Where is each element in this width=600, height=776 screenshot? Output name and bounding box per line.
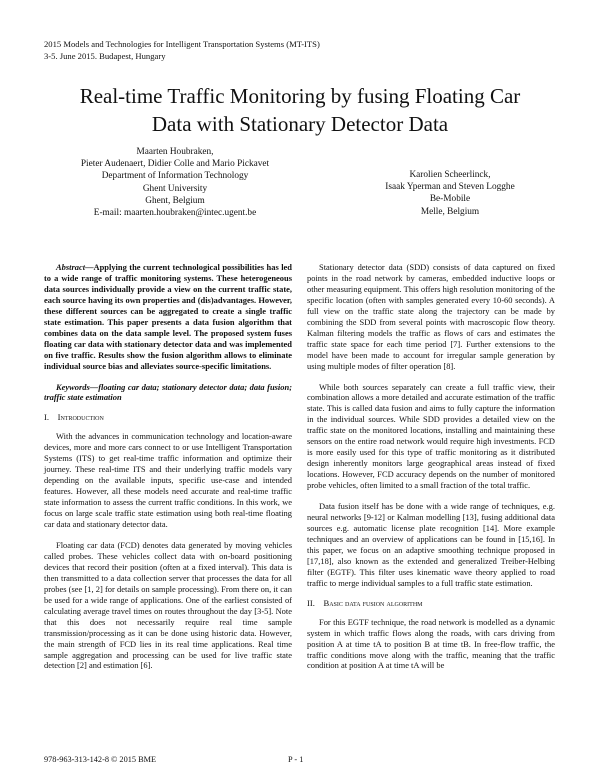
section-heading-basic-data-fusion [307, 598, 555, 609]
affiliation-company: Be-Mobile [429, 194, 471, 205]
left-column [44, 262, 292, 671]
abstract-text: —Applying the current technological possibilities has led to a wide range of traffic monitoring systems. These heterogeneous data sources individually provide a view on the current traffic state, each source having its own properties and (dis)advantages. However, these different sources can be aggregated to create a single traffic state estimation. This paper presents a data fusion algorithm that combines data on the data sample level. The proposed system fuses floating car data with stationary detector data and was implemented on five traffic. Results show the fusion algorithm allows to eliminate individual source bias and alleviates source-specific limitations. [44, 262, 292, 371]
author-block-right [330, 169, 570, 218]
footer-page-number: P - 1 [288, 755, 304, 764]
body-paragraph: Data fusion itself has be done with a wide range of techniques, e.g. neural networks [9-12] or Kalman modelling [13], fusing additional data sources e.g. automatic license plate recognition [14]. More example techniques and an overview of applications can be found in [15,16]. In this paper, we focus on an adaptive smoothing technique proposed in [17,18], also known as the extended and generalized Treiber-Helbing filter (EGTF). This filter uses kinematic wave theory applied to road traffic to merge individual samples to a full traffic state estimation. [307, 501, 555, 588]
right-column [307, 262, 555, 671]
section-number: II. [307, 597, 315, 608]
body-paragraph: While both sources separately can create a full traffic view, their combination allows a more detailed and accurate estimation of the traffic state. This is called data fusion and aims to fully capture the information in the individual sources. While SDD provides a detailed view on the traffic state on the monitored locations, installing and maintaining these sensors on the entire road network would require high investments. FCD is more easily used for this type of traffic monitoring as it distributed design inherently monitors large geographical areas instead of fixed locations. However, FCD accuracy depends on the number of monitored probe vehicles, often limited to a small fraction of the total traffic. [307, 381, 555, 491]
section-title: Introduction [57, 412, 104, 423]
abstract [44, 262, 292, 372]
footer-isbn: 978-963-313-142-8 © 2015 BME [44, 755, 157, 764]
author-line: Pieter Audenaert, Didier Colle and Mario Pickavet [80, 159, 270, 170]
conference-header [44, 38, 320, 62]
body-paragraph: With the advances in communication technology and location-aware devices, more and more cars connect to or use Intelligent Transportation Systems (ITS) to get real-time traffic information and optimize their journey. These real-time ITS and their underlying traffic models vary depending on the available inputs, specific use-case and intended features. However, all these models need accurate and real-time traffic state information to assess the current traffic conditions. In this work, we focus on large scale traffic state estimation using both real-time floating car data and stationary detector data. [44, 431, 292, 530]
author-line: Maarten Houbraken, [136, 147, 214, 157]
keywords [44, 382, 292, 404]
paper-title [30, 82, 570, 138]
keywords-text: floating car data; stationary detector data; data fusion; traffic state estimation [44, 381, 292, 403]
affiliation-university: Ghent University [142, 183, 208, 194]
author-email: E-mail: maarten.houbraken@intec.ugent.be [93, 208, 257, 219]
title-line-2: Data with Stationary Detector Data [151, 112, 449, 136]
conference-date: 3-5. June 2015. Budapest, Hungary [44, 51, 166, 61]
abstract-label: Abstract [56, 262, 86, 272]
body-paragraph: Stationary detector data (SDD) consists of data captured on fixed points in the road network by cameras, embedded inductive loops or other measuring equipment. This offers high resolution monitoring of the specific location (often with samples generated every 10-60 seconds). A full view on the traffic state along the trajectory can be made by combining the SDD from several points with macroscopic flow theory. Kalman filtering models the traffic as flows of cars and estimates the traffic state space for each time period [7]. Further extensions to the model have been made to account for irregular sample generation by using multiple modes of filter operation [8]. [307, 262, 555, 371]
body-paragraph: For this EGTF technique, the road network is modelled as a dynamic system in which traffic flows along the roads, with cars driving from position A at time tA to position B at time tB. In free-flow traffic, the traffic conditions move along with the traffic, meaning that the traffic condition at position A at time tA will be [307, 616, 555, 671]
keywords-label: Keywords— [56, 381, 99, 392]
title-line-1: Real-time Traffic Monitoring by fusing Floating Car [79, 84, 521, 108]
affiliation-department: Department of Information Technology [101, 171, 249, 182]
section-number: I. [44, 412, 50, 423]
body-paragraph: Floating car data (FCD) denotes data generated by moving vehicles called probes. These vehicles collect data with on-board positioning devices that record their position (often at a fixed interval). This data is then transmitted to a data collection server that processes the data for all probes (see [1, 2] for details on sample processing). From there on, it can be used for a wide range of applications. One of the earliest consisted of calculating average travel times on routes throughout the day [3-5]. Note that this does not necessarily require real time sample transmission/processing as it can be done using historic data. However, the main strength of FCD lies in its real time applications. Real time sample aggregation and processing can be used for live traffic state detection [2] and estimation [6]. [44, 539, 292, 671]
author-line: Isaak Yperman and Steven Logghe [385, 182, 515, 193]
author-line: Karolien Scheerlinck, [409, 170, 491, 180]
author-block-left [30, 146, 320, 219]
section-heading-introduction [44, 412, 292, 423]
section-title: Basic data fusion algorithm [323, 597, 423, 608]
conference-name: 2015 Models and Technologies for Intelligent Transportation Systems (MT-ITS) [44, 39, 320, 49]
affiliation-city: Melle, Belgium [420, 206, 480, 217]
affiliation-city: Ghent, Belgium [145, 195, 205, 206]
